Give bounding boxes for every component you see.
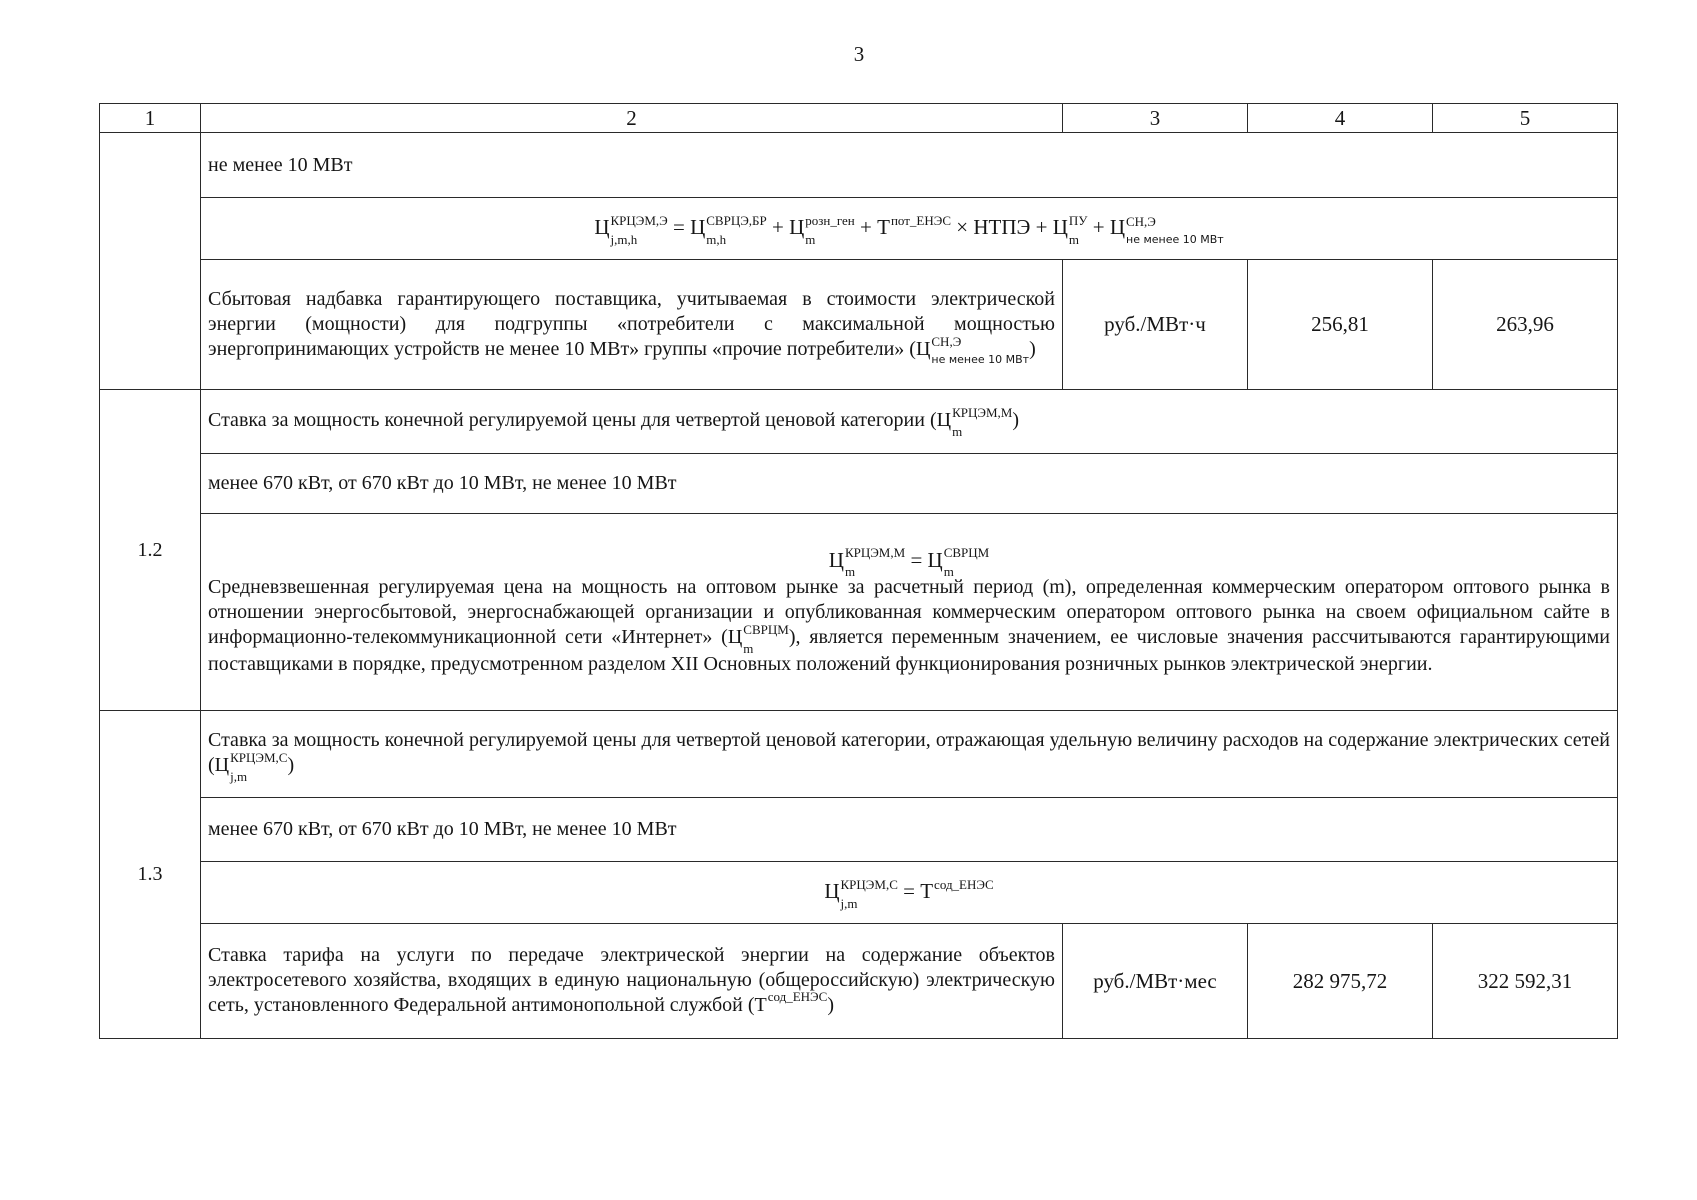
header-col-4: 4 [1248, 104, 1433, 133]
header-col-2: 2 [201, 104, 1063, 133]
subgroup-label-1-2: менее 670 кВт, от 670 кВт до 10 МВт, не менее 10 МВт [201, 454, 1618, 514]
markup-row [100, 260, 1618, 390]
table-header-row [100, 104, 1618, 133]
row-number-1-3: 1.3 [100, 711, 201, 1039]
formula-network-price: Ц КРЦЭМ,С j,m = T сод_ЕНЭС [201, 862, 1618, 924]
formula-energy-price: Ц КРЦЭМ,Э j,m,h = Ц СВРЦЭ,БР m,h + Ц розн_ген m + T пот_ЕНЭС × НТПЭ + Ц ПУ m + Ц СН,Э не менее 10 МВт [201, 198, 1618, 260]
header-col-1: 1 [100, 104, 201, 133]
tariff-description: Ставка тарифа на услуги по передаче электрической энергии на содержание объектов электросетевого хозяйства, входящих в единую национальную (общероссийскую) электрическую сеть, установленного Федеральной антимонопольной службой (T сод_ЕНЭС ) [201, 924, 1063, 1039]
header-col-5: 5 [1433, 104, 1618, 133]
formula-row-1-3 [100, 862, 1618, 924]
markup-description: Сбытовая надбавка гарантирующего поставщика, учитываемая в стоимости электрической энергии (мощности) для подгруппы «потребители с максимальной мощностью энергопринимающих устройств не менее 10 МВт» группы «прочие потребители» (Ц СН,Э не менее 10 МВт ) [201, 260, 1063, 390]
row-number-1-2: 1.2 [100, 390, 201, 711]
markup-value-col-4: 256,81 [1248, 260, 1433, 390]
markup-unit: руб./МВт·ч [1063, 260, 1248, 390]
tariff-value-col-5: 322 592,31 [1433, 924, 1618, 1039]
title-1-2: Ставка за мощность конечной регулируемой цены для четвертой ценовой категории (Ц КРЦЭМ,М m ) [201, 390, 1618, 454]
tariff-row [100, 924, 1618, 1039]
formula-desc-cell-1-2 [201, 514, 1618, 711]
subgroup-row-1-1 [100, 133, 1618, 198]
tariff-unit: руб./МВт·мес [1063, 924, 1248, 1039]
formula-desc-row-1-2 [100, 514, 1618, 711]
header-col-3: 3 [1063, 104, 1248, 133]
subgroup-label: не менее 10 МВт [201, 133, 1618, 198]
page-number: 3 [853, 42, 865, 66]
tariff-value-col-4: 282 975,72 [1248, 924, 1433, 1039]
subgroup-row-1-2 [100, 454, 1618, 514]
subgroup-row-1-3 [100, 798, 1618, 862]
title-1-3: Ставка за мощность конечной регулируемой цены для четвертой ценовой категории, отражающая удельную величину расходов на содержание электрических сетей (Ц КРЦЭМ,С j,m ) [201, 711, 1618, 798]
title-row-1-3 [100, 711, 1618, 798]
title-row-1-2 [100, 390, 1618, 454]
price-table [99, 103, 1618, 1039]
subgroup-label-1-3: менее 670 кВт, от 670 кВт до 10 МВт, не менее 10 МВт [201, 798, 1618, 862]
row-number-cell-1-1 [100, 133, 201, 390]
formula-capacity-price: Ц КРЦЭМ,М m = Ц СВРЦМ m [828, 545, 990, 580]
formula-row-1-1 [100, 198, 1618, 260]
capacity-price-description: Средневзвешенная регулируемая цена на мощность на оптовом рынке за расчетный период (m), определенная коммерческим оператором оптового рынка в отношении энергосбытовой, энергоснабжающей организации и опубликованная коммерческим оператором оптового рынка на своем официальном сайте в информационно-телекоммуникационной сети «Интернет» (Ц СВРЦМ m ), является переменным значением, ее числовые значения рассчитываются гарантирующими поставщиками в порядке, предусмотренном разделом XII Основных положений функционирования розничных рынков электрической энергии. [208, 576, 1610, 675]
markup-value-col-5: 263,96 [1433, 260, 1618, 390]
